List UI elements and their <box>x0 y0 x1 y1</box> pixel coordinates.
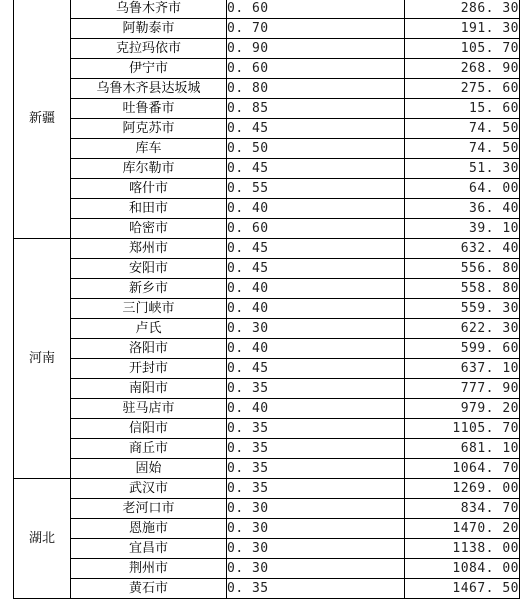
city-cell: 老河口市 <box>71 499 227 519</box>
coefficient-cell: 0. 35 <box>227 419 405 439</box>
value-cell: 36. 40 <box>405 199 520 219</box>
city-cell: 南阳市 <box>71 379 227 399</box>
table-row <box>14 19 520 39</box>
coefficient-cell: 0. 35 <box>227 579 405 599</box>
coefficient-cell: 0. 55 <box>227 179 405 199</box>
city-cell: 驻马店市 <box>71 399 227 419</box>
table-row <box>14 259 520 279</box>
value-cell: 681. 10 <box>405 439 520 459</box>
value-cell: 15. 60 <box>405 99 520 119</box>
province-cell: 湖北 <box>14 479 71 599</box>
city-cell: 新乡市 <box>71 279 227 299</box>
coefficient-cell: 0. 60 <box>227 219 405 239</box>
city-cell: 商丘市 <box>71 439 227 459</box>
table-row <box>14 179 520 199</box>
city-cell: 库尔勒市 <box>71 159 227 179</box>
table-row <box>14 559 520 579</box>
table-row <box>14 59 520 79</box>
table-row <box>14 339 520 359</box>
city-cell: 和田市 <box>71 199 227 219</box>
table-row <box>14 479 520 499</box>
city-cell: 安阳市 <box>71 259 227 279</box>
city-cell: 伊宁市 <box>71 59 227 79</box>
value-cell: 556. 80 <box>405 259 520 279</box>
value-cell: 268. 90 <box>405 59 520 79</box>
value-cell: 1467. 50 <box>405 579 520 599</box>
city-cell: 三门峡市 <box>71 299 227 319</box>
coefficient-cell: 0. 40 <box>227 279 405 299</box>
city-cell: 乌鲁木齐县达坂城 <box>71 79 227 99</box>
coefficient-cell: 0. 35 <box>227 459 405 479</box>
city-cell: 黄石市 <box>71 579 227 599</box>
city-cell: 哈密市 <box>71 219 227 239</box>
city-cell: 开封市 <box>71 359 227 379</box>
city-cell: 恩施市 <box>71 519 227 539</box>
value-cell: 637. 10 <box>405 359 520 379</box>
coefficient-cell: 0. 70 <box>227 19 405 39</box>
city-cell: 郑州市 <box>71 239 227 259</box>
table-row <box>14 399 520 419</box>
coefficient-cell: 0. 60 <box>227 59 405 79</box>
table-row <box>14 579 520 599</box>
city-cell: 宜昌市 <box>71 539 227 559</box>
value-cell: 191. 30 <box>405 19 520 39</box>
value-cell: 599. 60 <box>405 339 520 359</box>
table-row <box>14 539 520 559</box>
value-cell: 622. 30 <box>405 319 520 339</box>
table-row <box>14 319 520 339</box>
table-row <box>14 499 520 519</box>
coefficient-cell: 0. 80 <box>227 79 405 99</box>
table-row <box>14 219 520 239</box>
value-cell: 1470. 20 <box>405 519 520 539</box>
table-row <box>14 439 520 459</box>
coefficient-cell: 0. 40 <box>227 199 405 219</box>
city-cell: 库车 <box>71 139 227 159</box>
table-row <box>14 99 520 119</box>
value-cell: 1084. 00 <box>405 559 520 579</box>
city-cell: 洛阳市 <box>71 339 227 359</box>
coefficient-cell: 0. 35 <box>227 379 405 399</box>
city-cell: 阿克苏市 <box>71 119 227 139</box>
value-cell: 74. 50 <box>405 139 520 159</box>
value-cell: 286. 30 <box>405 0 520 19</box>
coefficient-cell: 0. 45 <box>227 259 405 279</box>
data-table <box>13 0 520 599</box>
table-row <box>14 279 520 299</box>
table-row <box>14 79 520 99</box>
coefficient-cell: 0. 40 <box>227 399 405 419</box>
coefficient-cell: 0. 45 <box>227 239 405 259</box>
city-cell: 阿勒泰市 <box>71 19 227 39</box>
value-cell: 834. 70 <box>405 499 520 519</box>
value-cell: 1064. 70 <box>405 459 520 479</box>
table-row <box>14 39 520 59</box>
value-cell: 1269. 00 <box>405 479 520 499</box>
value-cell: 632. 40 <box>405 239 520 259</box>
city-cell: 卢氏 <box>71 319 227 339</box>
table-row <box>14 239 520 259</box>
value-cell: 51. 30 <box>405 159 520 179</box>
value-cell: 558. 80 <box>405 279 520 299</box>
value-cell: 74. 50 <box>405 119 520 139</box>
coefficient-cell: 0. 40 <box>227 299 405 319</box>
table-row <box>14 379 520 399</box>
city-cell: 武汉市 <box>71 479 227 499</box>
coefficient-cell: 0. 30 <box>227 519 405 539</box>
coefficient-cell: 0. 60 <box>227 0 405 19</box>
coefficient-cell: 0. 35 <box>227 439 405 459</box>
value-cell: 64. 00 <box>405 179 520 199</box>
city-cell: 荆州市 <box>71 559 227 579</box>
coefficient-cell: 0. 45 <box>227 159 405 179</box>
value-cell: 559. 30 <box>405 299 520 319</box>
table-row <box>14 519 520 539</box>
table-row <box>14 159 520 179</box>
table-row <box>14 199 520 219</box>
coefficient-cell: 0. 30 <box>227 539 405 559</box>
province-cell: 新疆 <box>14 0 71 239</box>
coefficient-cell: 0. 30 <box>227 319 405 339</box>
table-row <box>14 0 520 19</box>
city-cell: 喀什市 <box>71 179 227 199</box>
coefficient-cell: 0. 35 <box>227 479 405 499</box>
table-row <box>14 459 520 479</box>
table-row <box>14 299 520 319</box>
value-cell: 275. 60 <box>405 79 520 99</box>
coefficient-cell: 0. 50 <box>227 139 405 159</box>
value-cell: 979. 20 <box>405 399 520 419</box>
table-row <box>14 119 520 139</box>
coefficient-cell: 0. 30 <box>227 499 405 519</box>
city-cell: 吐鲁番市 <box>71 99 227 119</box>
value-cell: 777. 90 <box>405 379 520 399</box>
city-cell: 乌鲁木齐市 <box>71 0 227 19</box>
coefficient-cell: 0. 85 <box>227 99 405 119</box>
coefficient-cell: 0. 45 <box>227 359 405 379</box>
table-row <box>14 419 520 439</box>
city-cell: 信阳市 <box>71 419 227 439</box>
coefficient-cell: 0. 30 <box>227 559 405 579</box>
province-cell: 河南 <box>14 239 71 479</box>
table-body <box>14 0 520 599</box>
value-cell: 1138. 00 <box>405 539 520 559</box>
value-cell: 1105. 70 <box>405 419 520 439</box>
city-cell: 克拉玛依市 <box>71 39 227 59</box>
table-row <box>14 139 520 159</box>
coefficient-cell: 0. 45 <box>227 119 405 139</box>
value-cell: 39. 10 <box>405 219 520 239</box>
coefficient-cell: 0. 90 <box>227 39 405 59</box>
table-row <box>14 359 520 379</box>
value-cell: 105. 70 <box>405 39 520 59</box>
coefficient-cell: 0. 40 <box>227 339 405 359</box>
city-cell: 固始 <box>71 459 227 479</box>
